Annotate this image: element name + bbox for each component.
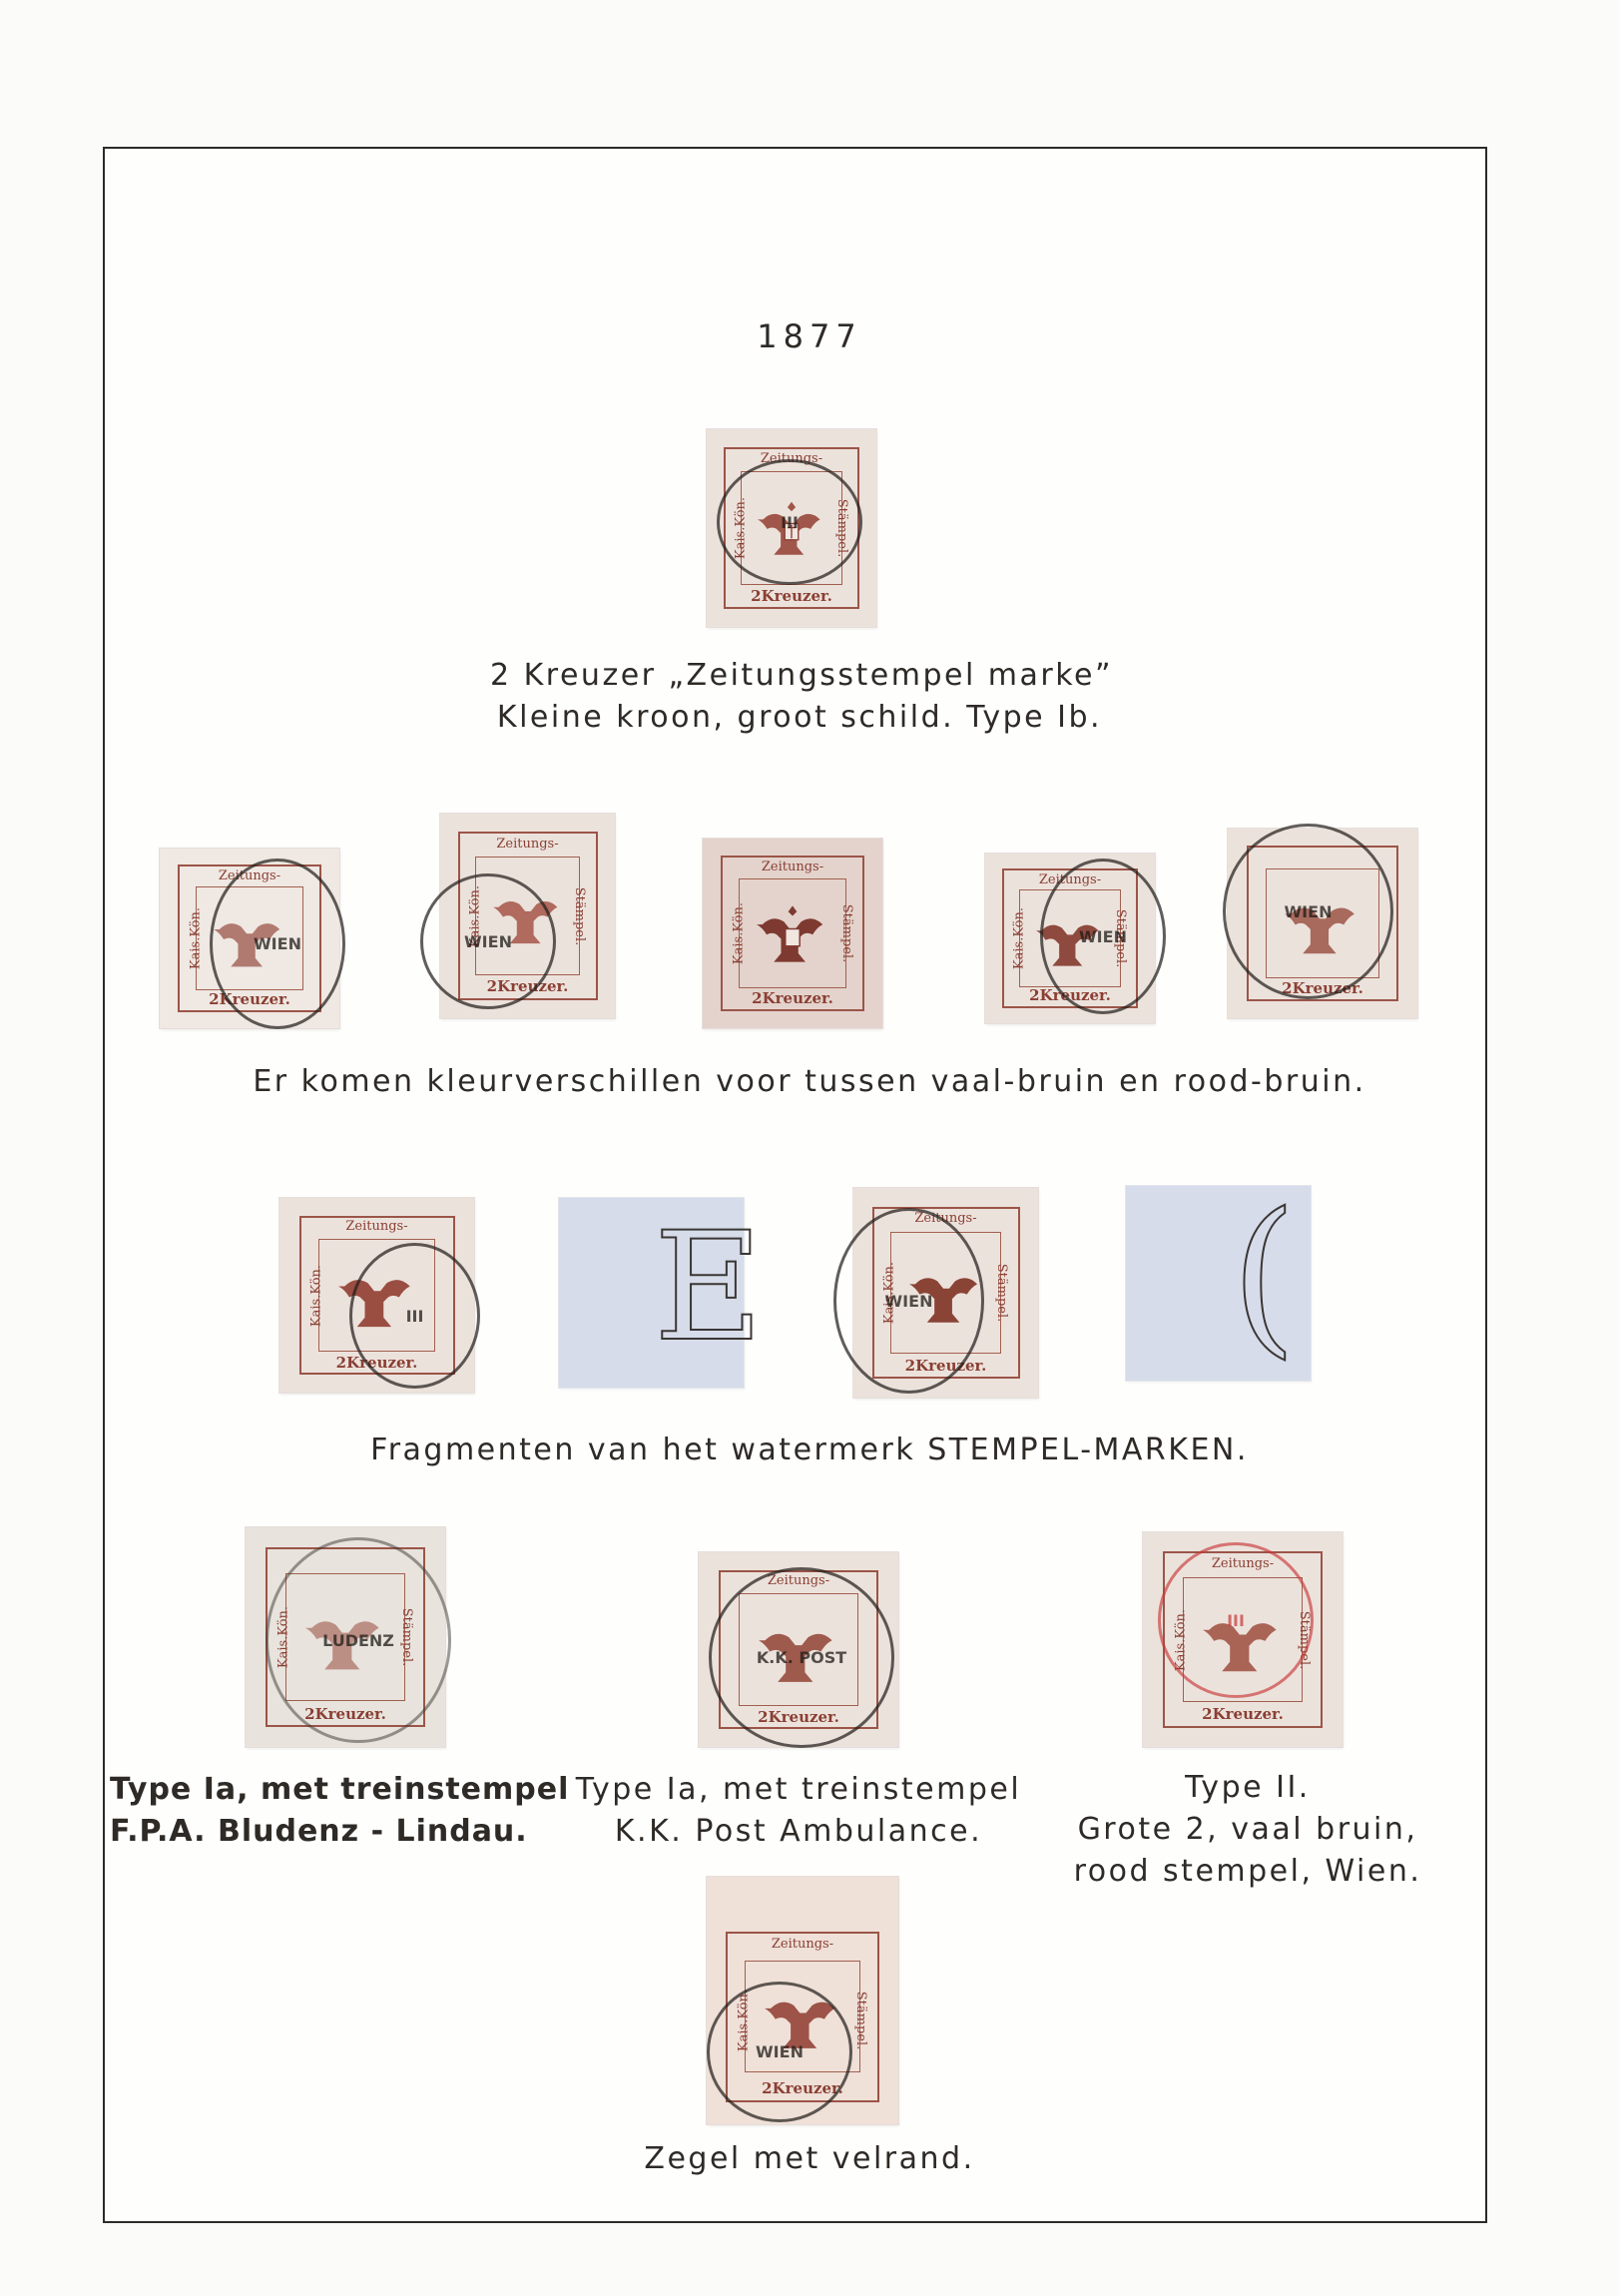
- stamp-right-label: Stämpel.: [838, 903, 854, 963]
- stamp-left-label: Kais.Kön.: [275, 1605, 291, 1669]
- stamp-left-label: Kais.Kön.: [308, 1264, 324, 1327]
- stamp-right-label: Stämpel.: [834, 498, 850, 558]
- double-eagle-icon: [214, 898, 285, 977]
- stamp-type-ia-fpa: [246, 1527, 445, 1747]
- stamp-bottom-label: 2Kreuzer.: [1282, 979, 1363, 998]
- stamp-left-label: Kais.Kön.: [1173, 1608, 1189, 1671]
- double-eagle-icon: [338, 1253, 416, 1339]
- stamp-bottom-label: 2Kreuzer.: [335, 1353, 418, 1372]
- caption-type-ia-kk-line2: K.K. Post Ambulance.: [614, 1814, 983, 1849]
- stamp-bottom-label: 2Kreuzer.: [486, 977, 569, 996]
- stamp-bottom-label: 2Kreuzer.: [751, 587, 832, 606]
- stamp-bottom-label: 2Kreuzer.: [758, 1707, 839, 1726]
- stamp-row3-2: [853, 1188, 1038, 1398]
- postmark-text: III: [405, 1306, 424, 1326]
- stamp-type-ib: [707, 429, 876, 627]
- double-eagle-icon: [765, 1971, 841, 2064]
- stamp-bottom-label: 2Kreuzer.: [762, 2078, 843, 2097]
- stamp-top-label: Zeitungs-: [218, 867, 281, 883]
- stamp-left-label: Kais.Kön.: [881, 1261, 897, 1325]
- intro-caption-line1: 2 Kreuzer „Zeitungsstempel marke”: [490, 658, 1114, 693]
- stamp-colour-1: [160, 849, 339, 1028]
- stamp-right-label: Stämpel.: [853, 1991, 869, 2050]
- stamp-top-label: Zeitungs-: [1038, 871, 1102, 887]
- stamp-right-label: Stämpel.: [994, 1263, 1010, 1323]
- postmark-text: WIEN: [1284, 901, 1333, 921]
- stamp-right-label: Stämpel.: [572, 886, 588, 945]
- stamp-bottom-label: 2Kreuzer.: [1202, 1705, 1284, 1724]
- stamp-left-label: Kais.Kön.: [1011, 906, 1027, 970]
- stamp-right-label: Stämpel.: [1297, 1610, 1313, 1669]
- stamp-colour-3: [703, 839, 882, 1028]
- colour-caption: Er komen kleurverschillen voor tussen vaal-bruin en rood-bruin.: [253, 1064, 1366, 1099]
- stamp-right-label: Stämpel.: [399, 1607, 415, 1667]
- watermark-fragment-e: [559, 1198, 764, 1388]
- caption-type-ii-line1: Type II.: [1185, 1770, 1311, 1805]
- caption-type-ia-fpa: [110, 1769, 570, 1853]
- caption-type-ia-kk-line1: Type Ia, met treinstempel: [575, 1772, 1022, 1807]
- stamp-type-ia-kk: [699, 1552, 898, 1747]
- stamp-top-label: Zeitungs-: [761, 859, 824, 874]
- double-eagle-icon: [909, 1247, 983, 1339]
- postmark-text: WIEN: [254, 934, 301, 953]
- postmark-text: LUDENZ: [322, 1630, 394, 1650]
- stamp-bottom-label: 2Kreuzer.: [1029, 986, 1111, 1005]
- stamp-right-label: Stämpel.: [1113, 908, 1129, 968]
- stamp-left-label: Kais.Kön.: [731, 901, 747, 965]
- year-heading: 1877: [757, 317, 862, 355]
- caption-type-ii: [1058, 1767, 1437, 1893]
- double-eagle-icon: [759, 1607, 838, 1693]
- stamp-bottom-label: 2Kreuzer.: [209, 990, 290, 1009]
- double-eagle-icon: [493, 870, 563, 960]
- watermark-fragment-paren: [1126, 1177, 1311, 1381]
- stamp-top-label: Zeitungs-: [345, 1219, 408, 1235]
- watermark-letter: E: [654, 1201, 764, 1375]
- postmark-text: K.K. POST: [756, 1648, 847, 1667]
- postmark-text: WIEN: [756, 2042, 804, 2061]
- stamp-left-label: Kais.Kön.: [736, 1989, 752, 2051]
- postmark-text: WIEN: [464, 931, 512, 951]
- intro-caption: [490, 655, 1114, 739]
- caption-type-ii-line3: rood stempel, Wien.: [1073, 1854, 1422, 1889]
- postmark-text: III: [781, 512, 799, 532]
- stamp-top-label: Zeitungs-: [1211, 1555, 1275, 1571]
- stamp-bottom-label: 2Kreuzer.: [752, 989, 833, 1008]
- double-eagle-icon: [305, 1589, 385, 1686]
- stamp-top-label: Zeitungs-: [767, 1573, 830, 1589]
- intro-caption-line2: Kleine kroon, groot schild. Type Ib.: [496, 700, 1103, 735]
- watermark-caption: Fragmenten van het watermerk STEMPEL-MARKEN.: [370, 1433, 1249, 1467]
- caption-type-ii-line2: Grote 2, vaal bruin,: [1077, 1812, 1418, 1847]
- caption-type-ia-kk: [559, 1769, 1038, 1853]
- double-eagle-icon: [1285, 881, 1360, 965]
- stamp-top-label: Zeitungs-: [496, 836, 559, 852]
- postmark-text: WIEN: [884, 1291, 933, 1311]
- stamp-top-label: Zeitungs-: [771, 1936, 834, 1952]
- margin-caption: Zegel met velrand.: [644, 2141, 975, 2176]
- stamp-top-label: Zeitungs-: [914, 1211, 977, 1227]
- stamp-colour-4: [985, 854, 1155, 1023]
- stamp-bottom-label: 2Kreuzer.: [304, 1704, 386, 1723]
- caption-type-ia-fpa-line2: F.P.A. Bludenz - Lindau.: [110, 1814, 528, 1849]
- double-eagle-icon: [1036, 901, 1104, 976]
- stamp-top-label: Zeitungs-: [760, 450, 823, 466]
- stamp-colour-2: [440, 814, 615, 1018]
- double-eagle-icon: [757, 891, 828, 975]
- stamp-colour-5: [1228, 829, 1417, 1018]
- stamp-row3-1: [279, 1198, 474, 1393]
- stamp-bottom-label: 2Kreuzer.: [904, 1356, 987, 1375]
- stamp-type-ii: [1143, 1532, 1343, 1747]
- double-eagle-icon: [758, 484, 825, 571]
- postmark-text: III: [1227, 1610, 1245, 1630]
- stamp-left-label: Kais.Kön.: [733, 496, 749, 560]
- caption-type-ia-fpa-line1: Type Ia, met treinstempel: [110, 1772, 570, 1807]
- stamp-left-label: Kais.Kön.: [188, 906, 204, 970]
- stamp-left-label: Kais.Kön.: [467, 884, 483, 947]
- postmark-text: WIEN: [1079, 926, 1127, 946]
- double-eagle-icon: [1203, 1592, 1283, 1687]
- stamp-with-sheet-margin: [707, 1877, 898, 2124]
- watermark-letter: (: [1231, 1177, 1298, 1375]
